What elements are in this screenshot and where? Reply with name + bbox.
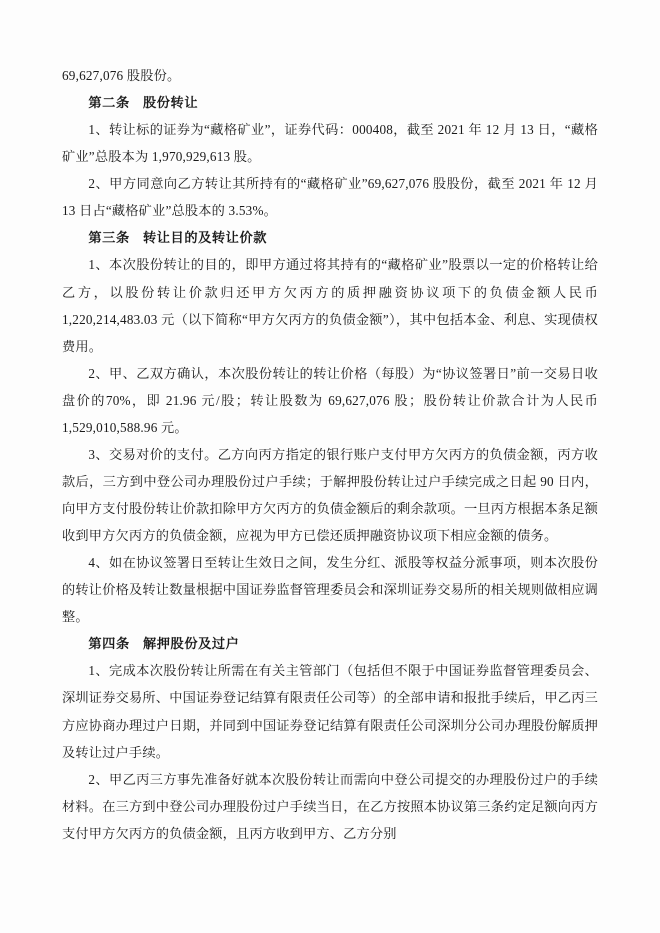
section-heading-2 [62,89,598,116]
paragraph-4-1: 1、完成本次股份转让所需在有关主管部门（包括但不限于中国证券监督管理委员会、深圳证券交易所、中国证券登记结算有限责任公司等）的全部申请和报批手续后，甲乙丙三方应协商办理过户日期，并同到中国证券登记结算有限责任公司深圳分公司办理股份解质押及转让过户手续。 [62,663,598,760]
section-heading-2-title: 股份转让 [142,95,199,111]
paragraph-3-2: 2、甲、乙双方确认，本次股份转让的转让价格（每股）为“协议签署日”前一交易日收盘价的70%，即 21.96 元/股；转让股数为 69,627,076 股；股份转让价款合计为人民币 1,529,010,588.96 元。 [62,365,598,435]
section-heading-2-label: 第二条 [88,95,130,111]
document-body [62,62,598,847]
section-heading-3-label: 第三条 [88,230,130,246]
section-heading-3 [62,224,598,251]
section-heading-4 [62,630,598,657]
paragraph-2-2: 2、甲方同意向乙方转让其所持有的“藏格矿业”69,627,076 股股份，截至 2021 年 12 月 13 日占“藏格矿业”总股本的 3.53%。 [62,176,598,219]
section-heading-4-label: 第四条 [88,636,130,652]
paragraph-3-1: 1、本次股份转让的目的，即甲方通过将其持有的“藏格矿业”股票以一定的价格转让给乙方，以股份转让价款归还甲方欠丙方的质押融资协议项下的负债金额人民币 1,220,214,483.03 元（以下简称“甲方欠丙方的负债金额”），其中包括本金、利息、实现债权费用。 [62,257,598,354]
section-heading-3-title: 转让目的及转让价款 [142,230,268,246]
section-heading-4-title: 解押股份及过户 [142,636,240,652]
paragraph-4-2: 2、甲乙丙三方事先准备好就本次股份转让而需向中登公司提交的办理股份过户的手续材料。在三方到中登公司办理股份过户手续当日，在乙方按照本协议第三条约定足额向丙方支付甲方欠丙方的负债金额，且丙方收到甲方、乙方分别 [62,771,598,841]
paragraph-3-4: 4、如在协议签署日至转让生效日之间，发生分红、派股等权益分派事项，则本次股份的转让价格及转让数量根据中国证券监督管理委员会和深圳证券交易所的相关规则做相应调整。 [62,555,598,625]
paragraph-3-3: 3、交易对价的支付。乙方向丙方指定的银行账户支付甲方欠丙方的负债金额，丙方收款后，三方到中登公司办理股份过户手续；于解押股份转让过户手续完成之日起 90 日内，向甲方支付股份转让价款扣除甲方欠丙方的负债金额后的剩余款项。一旦丙方根据本条足额收到甲方欠丙方的负债金额，应视为甲方已偿还质押融资协议项下相应金额的债务。 [62,446,598,544]
paragraph-continuation: 69,627,076 股股份。 [62,68,181,83]
paragraph-2-1: 1、转让标的证券为“藏格矿业”，证券代码：000408，截至 2021 年 12 月 13 日，“藏格矿业”总股本为 1,970,929,613 股。 [62,122,598,165]
